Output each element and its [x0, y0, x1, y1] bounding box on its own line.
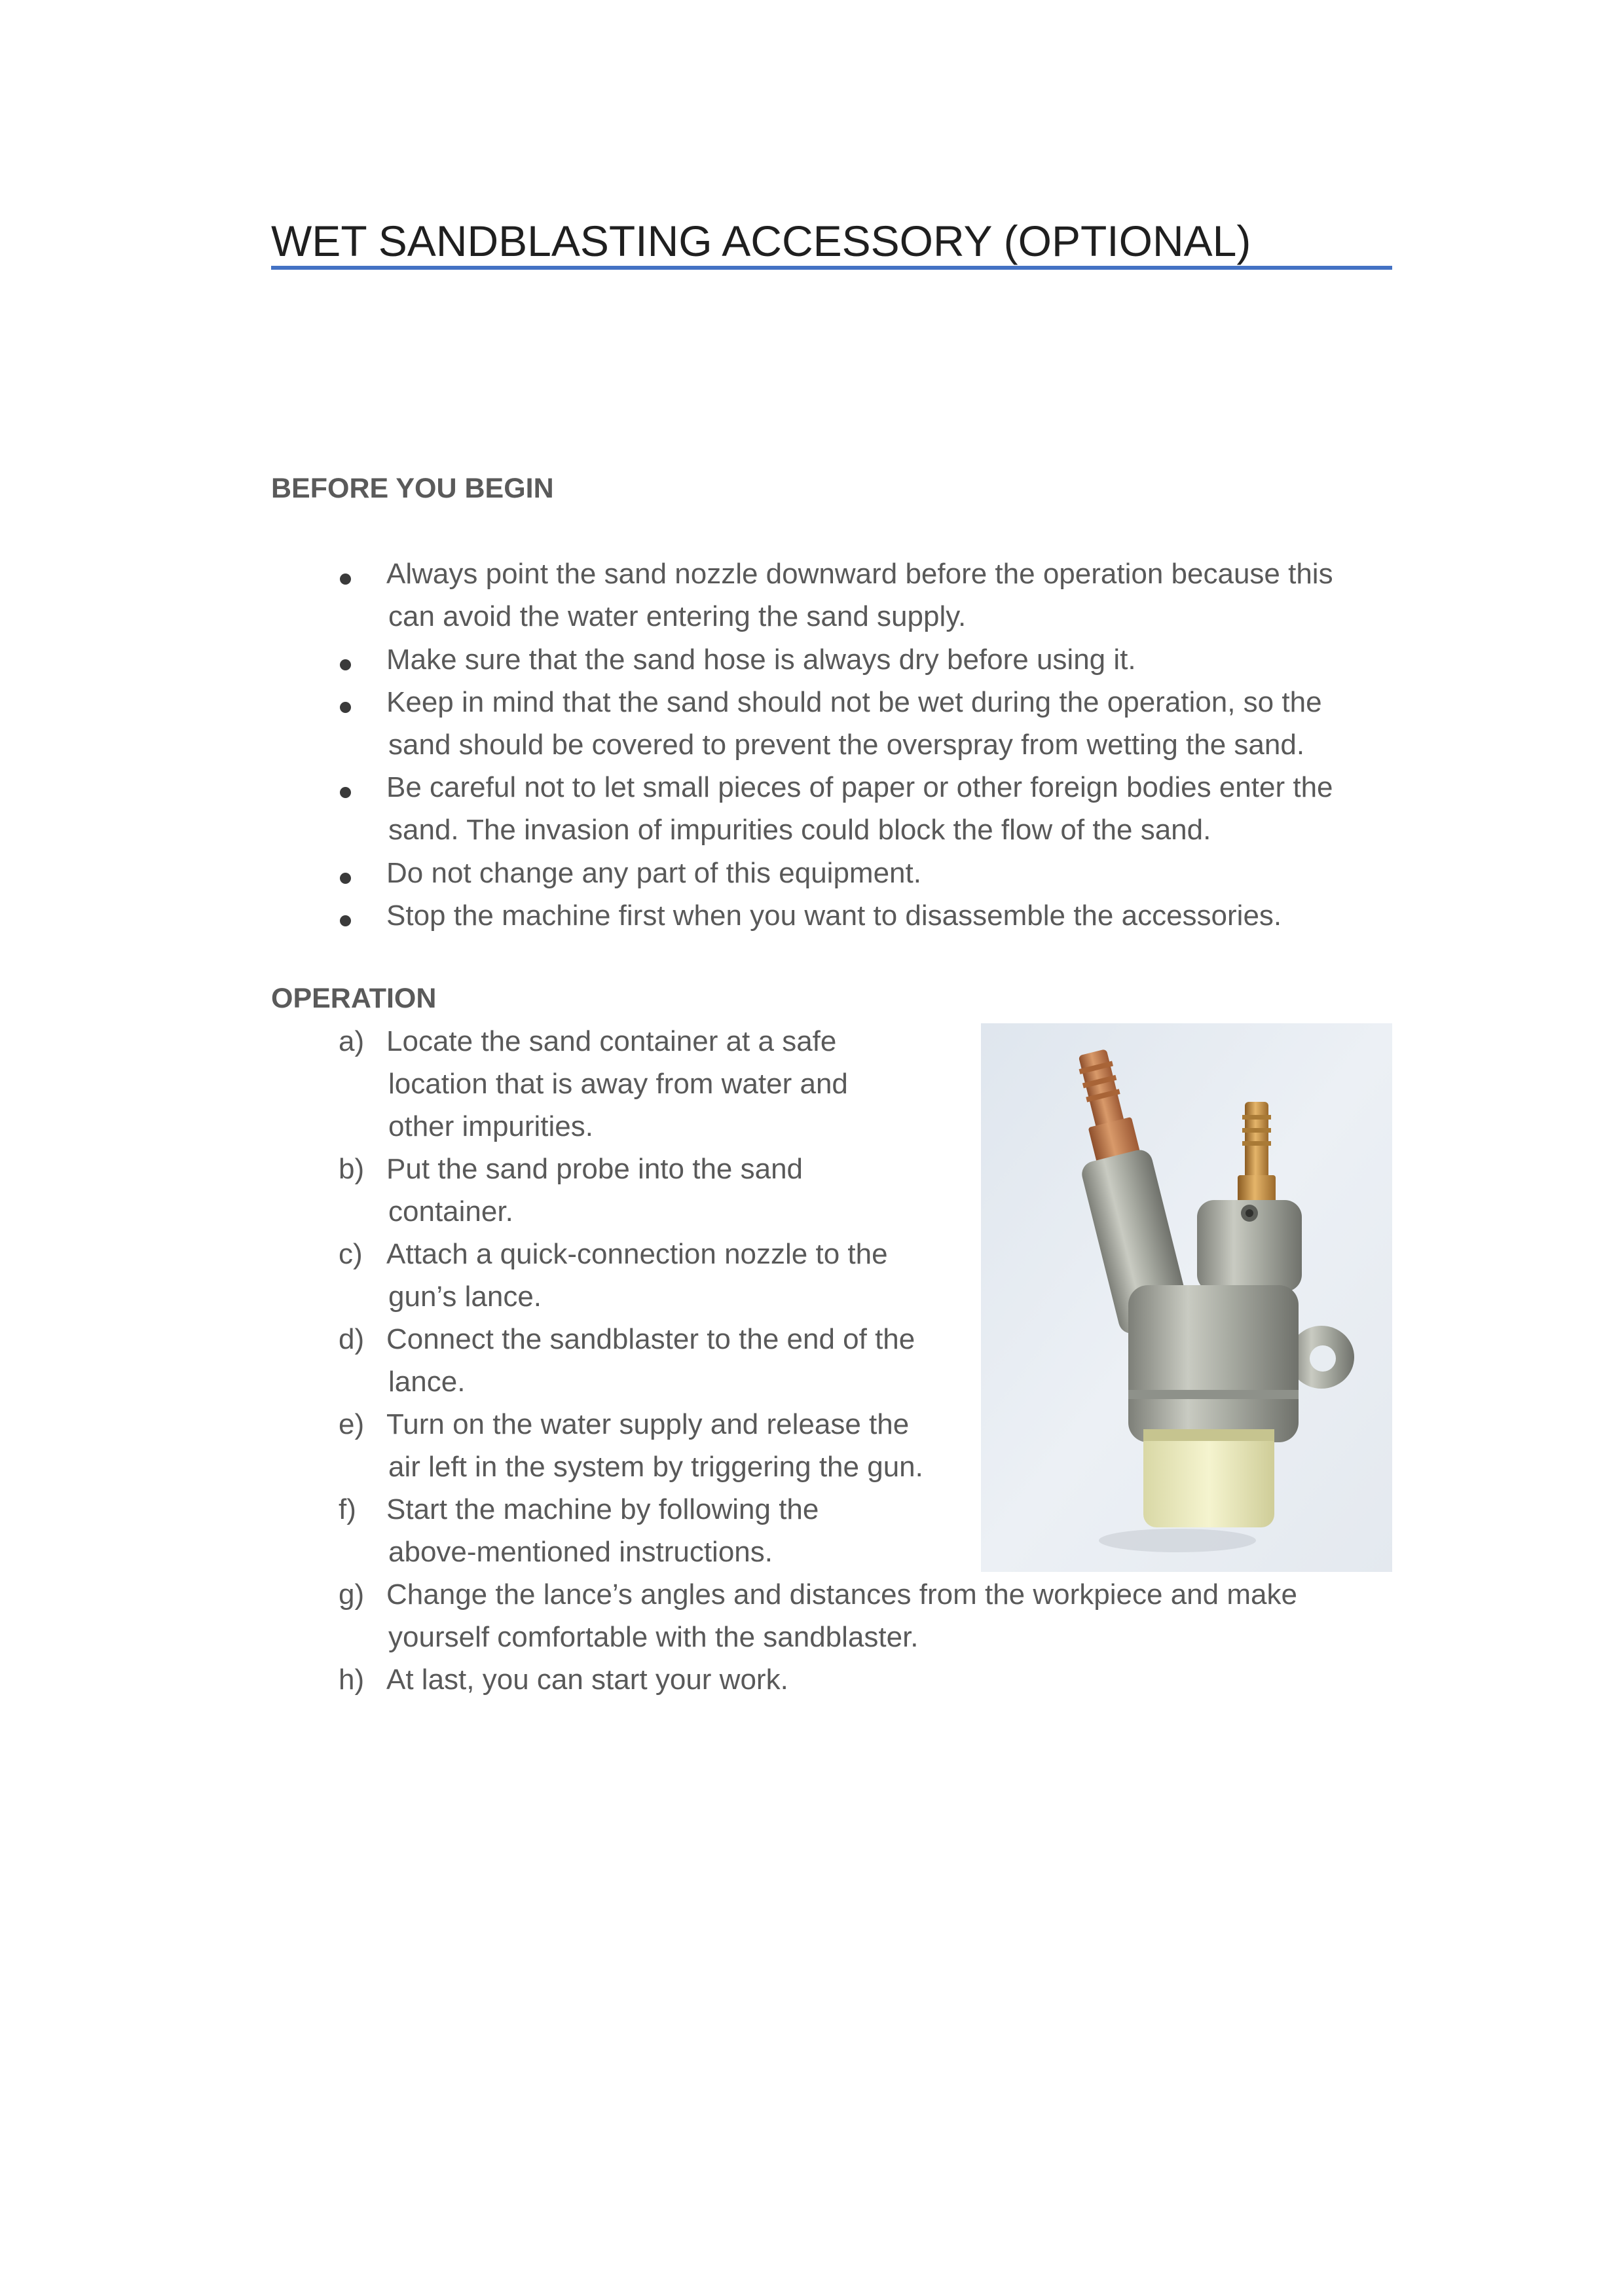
step-marker: a)	[339, 1025, 365, 1057]
step-marker: e)	[339, 1408, 365, 1440]
step-text: Connect the sandblaster to the end of the	[386, 1323, 915, 1355]
bullet-icon	[340, 787, 351, 798]
bullet-item-text: Always point the sand nozzle downward before the operation because this	[386, 558, 1333, 590]
bullet-icon	[340, 702, 351, 713]
step-text: air left in the system by triggering the gun.	[388, 1451, 923, 1483]
step-text: Turn on the water supply and release the	[386, 1408, 910, 1440]
step-text: Change the lance’s angles and distances from the workpiece and make	[386, 1578, 1297, 1611]
bullet-item-text: Make sure that the sand hose is always dry before using it.	[386, 644, 1136, 676]
step-text: location that is away from water and	[388, 1068, 848, 1100]
bullet-icon	[340, 873, 351, 884]
bullet-item-text: sand should be covered to prevent the overspray from wetting the sand.	[388, 729, 1305, 761]
step-marker: d)	[339, 1323, 365, 1355]
step-text: Locate the sand container at a safe	[386, 1025, 837, 1057]
bullet-item-text: can avoid the water entering the sand supply.	[388, 600, 967, 632]
bullet-item-text: sand. The invasion of impurities could block the flow of the sand.	[388, 814, 1211, 846]
step-text: lance.	[388, 1366, 466, 1398]
bullet-item-text: Be careful not to let small pieces of paper or other foreign bodies enter the	[386, 771, 1333, 803]
step-text: yourself comfortable with the sandblaster.	[388, 1621, 919, 1653]
operation-heading: OPERATION	[271, 983, 437, 1014]
step-text: other impurities.	[388, 1110, 594, 1142]
step-marker: b)	[339, 1153, 365, 1185]
step-marker: g)	[339, 1578, 365, 1611]
title-underline-rule	[271, 266, 1392, 270]
bullet-item-text: Stop the machine first when you want to disassemble the accessories.	[386, 900, 1282, 932]
step-text: gun’s lance.	[388, 1281, 542, 1313]
bullet-icon	[340, 915, 351, 926]
step-marker: h)	[339, 1664, 365, 1696]
step-text: container.	[388, 1195, 513, 1228]
sandblaster-accessory-photo	[981, 1023, 1392, 1572]
step-marker: f)	[339, 1493, 356, 1525]
step-text: above-mentioned instructions.	[388, 1536, 773, 1568]
bullet-item-text: Do not change any part of this equipment.	[386, 857, 921, 889]
bullet-item-text: Keep in mind that the sand should not be wet during the operation, so the	[386, 686, 1322, 718]
bullet-icon	[340, 659, 351, 670]
page-title: WET SANDBLASTING ACCESSORY (OPTIONAL)	[271, 217, 1251, 265]
step-text: At last, you can start your work.	[386, 1664, 788, 1696]
before-you-begin-heading: BEFORE YOU BEGIN	[271, 473, 554, 504]
step-marker: c)	[339, 1238, 363, 1270]
step-text: Start the machine by following the	[386, 1493, 819, 1525]
bullet-icon	[340, 574, 351, 585]
step-text: Attach a quick-connection nozzle to the	[386, 1238, 888, 1270]
step-text: Put the sand probe into the sand	[386, 1153, 803, 1185]
